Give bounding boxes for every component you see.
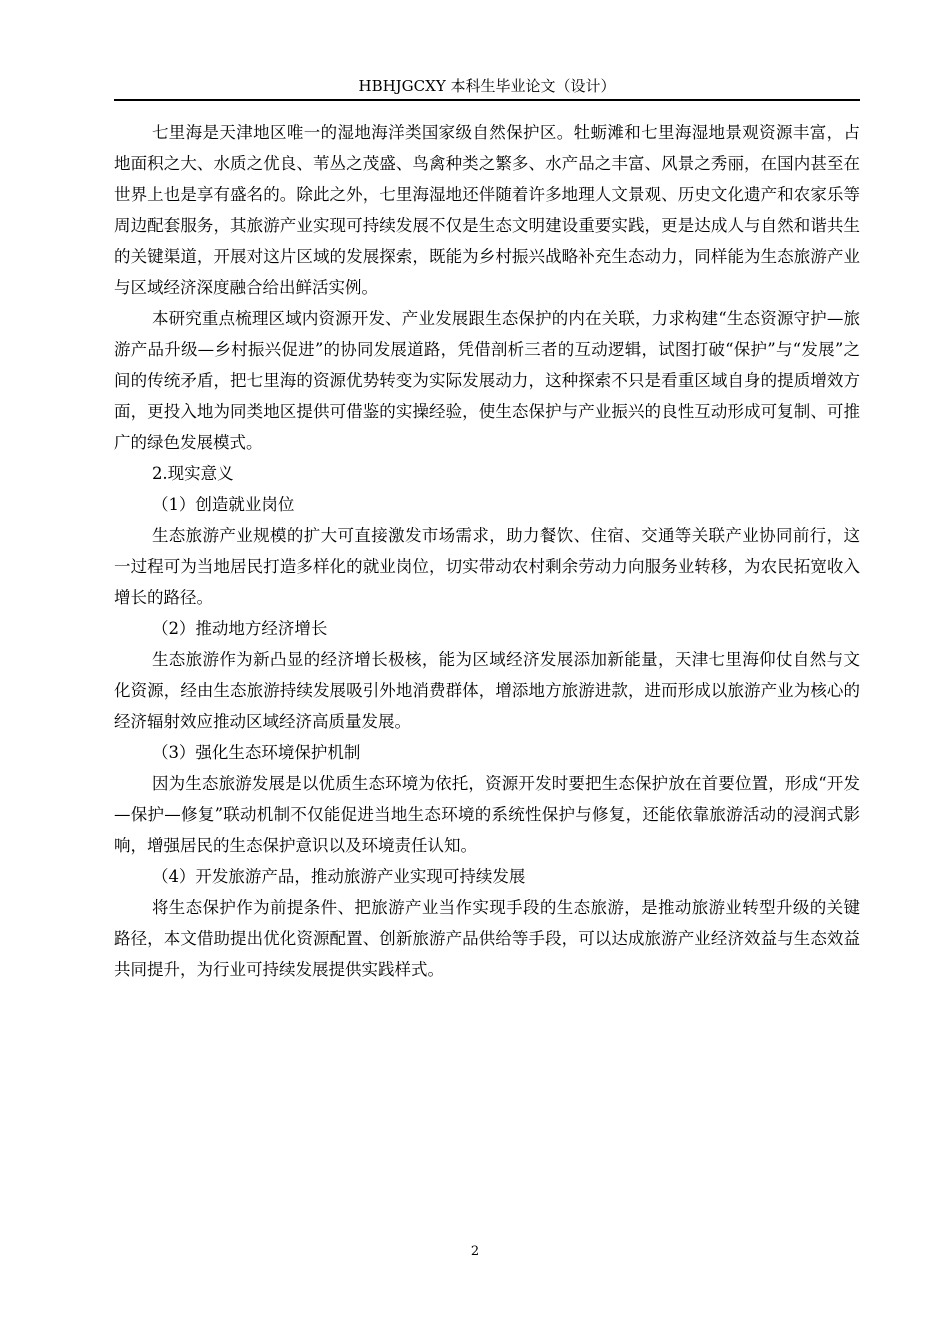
running-header: HBHJGCXY 本科生毕业论文（设计）: [358, 77, 616, 95]
paragraph-intro: 七里海是天津地区唯一的湿地海洋类国家级自然保护区。牡蛎滩和七里海湿地景观资源丰富，占地面积之大、水质之优良、苇丛之茂盛、鸟禽种类之繁多、水产品之丰富、风景之秀丽，在国内甚至在世界上也是享有盛名的。除此之外，七里海湿地还伴随着许多地理人文景观、历史文化遗产和农家乐等周边配套服务，其旅游产业实现可持续发展不仅是生态文明建设重要实践，更是达成人与自然和谐共生的关键渠道，开展对这片区域的发展探索，既能为乡村振兴战略补充生态动力，同样能为生态旅游产业与区域经济深度融合给出鲜活实例。: [114, 123, 860, 297]
subheading-economy: （2）推动地方经济增长: [151, 619, 328, 638]
subheading-jobs: （1）创造就业岗位: [151, 495, 295, 514]
paragraph-jobs: 生态旅游产业规模的扩大可直接激发市场需求，助力餐饮、住宿、交通等关联产业协同前行，这一过程可为当地居民打造多样化的就业岗位，切实带动农村剩余劳动力向服务业转移，为农民拓宽收入增长的路径。: [114, 526, 860, 607]
page-body: [114, 117, 860, 985]
subheading-ecology: （3）强化生态环境保护机制: [151, 743, 361, 762]
subheading-products: （4）开发旅游产品，推动旅游产业实现可持续发展: [151, 867, 526, 886]
header-divider: [114, 99, 860, 101]
paragraph-economy: 生态旅游作为新凸显的经济增长极核，能为区域经济发展添加新能量，天津七里海仰仗自然与文化资源，经由生态旅游持续发展吸引外地消费群体，增添地方旅游进款，进而形成以旅游产业为核心的经济辐射效应推动区域经济高质量发展。: [114, 650, 860, 731]
page-number: 2: [470, 1244, 480, 1259]
paragraph-ecology: 因为生态旅游发展是以优质生态环境为依托，资源开发时要把生态保护放在首要位置，形成“开发—保护—修复”联动机制不仅能促进当地生态环境的系统性保护与修复，还能依靠旅游活动的浸润式影响，增强居民的生态保护意识以及环境责任认知。: [114, 774, 860, 855]
paragraph-research-focus: 本研究重点梳理区域内资源开发、产业发展跟生态保护的内在关联，力求构建“生态资源守护—旅游产品升级—乡村振兴促进”的协同发展道路，凭借剖析三者的互动逻辑，试图打破“保护”与“发展”之间的传统矛盾，把七里海的资源优势转变为实际发展动力，这种探索不只是看重区域自身的提质增效方面，更投入地为同类地区提供可借鉴的实操经验，使生态保护与产业振兴的良性互动形成可复制、可推广的绿色发展模式。: [114, 309, 860, 452]
section-heading-practical-significance: 2.现实意义: [151, 464, 234, 483]
paragraph-products: 将生态保护作为前提条件、把旅游产业当作实现手段的生态旅游，是推动旅游业转型升级的关键路径，本文借助提出优化资源配置、创新旅游产品供给等手段，可以达成旅游产业经济效益与生态效益共同提升，为行业可持续发展提供实践样式。: [114, 898, 860, 979]
